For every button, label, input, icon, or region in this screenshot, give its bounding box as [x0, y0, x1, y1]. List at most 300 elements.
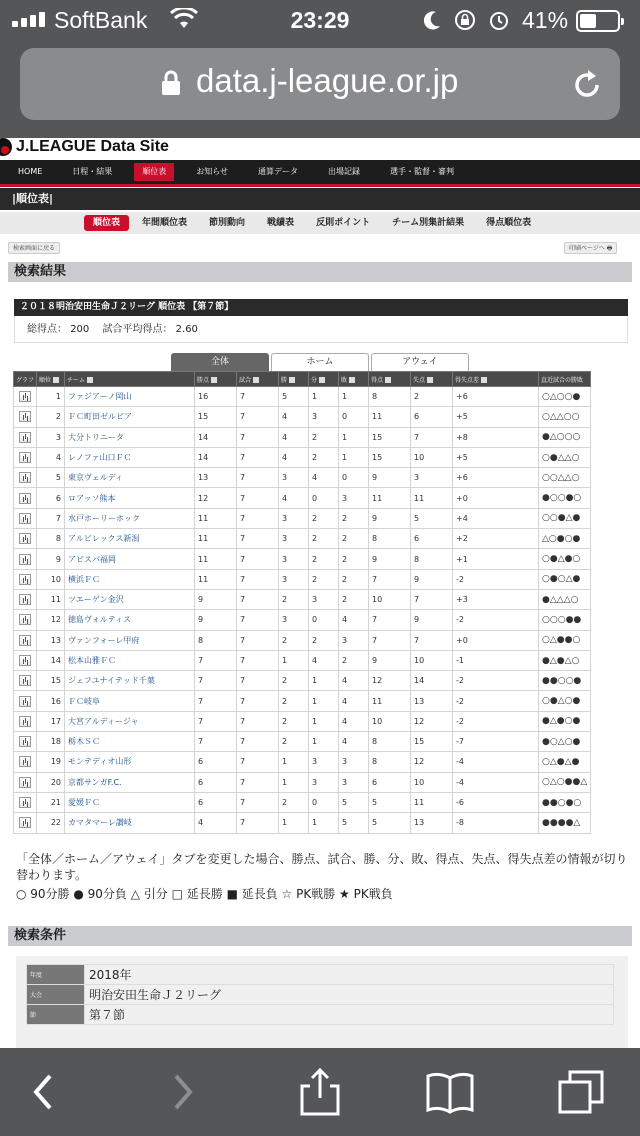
- cell-team[interactable]: ＦＣ岐阜: [65, 691, 195, 711]
- graph-cell: [14, 610, 37, 630]
- graph-cell: [14, 549, 37, 569]
- cell-pts: 7: [195, 650, 237, 670]
- cell-w: 4: [279, 407, 309, 427]
- column-header-8[interactable]: 得点: [369, 372, 411, 387]
- conditions-table: [26, 964, 614, 1025]
- cell-gf: 10: [369, 589, 411, 609]
- cell-gd: +8: [453, 427, 539, 447]
- cell-w: 1: [279, 752, 309, 772]
- cell-gf: 8: [369, 752, 411, 772]
- table-row: [14, 610, 591, 630]
- graph-cell: [14, 732, 37, 752]
- cell-ga: 12: [411, 752, 453, 772]
- graph-cell: [14, 691, 37, 711]
- cell-w: 1: [279, 813, 309, 833]
- sort-icon[interactable]: [87, 377, 93, 383]
- graph-icon[interactable]: [19, 797, 31, 808]
- cell-gf: 5: [369, 813, 411, 833]
- cell-team[interactable]: 徳島ヴォルティス: [65, 610, 195, 630]
- page-title: |順位表|: [0, 188, 640, 210]
- back-to-search-button[interactable]: 検索画面に戻る: [8, 242, 60, 254]
- cell-ga: 6: [411, 407, 453, 427]
- nav-item-4[interactable]: 通算データ: [258, 167, 299, 176]
- sort-icon[interactable]: [319, 377, 325, 383]
- table-row: [14, 792, 591, 812]
- browser-toolbar: [0, 1048, 640, 1136]
- cell-gd: -4: [453, 772, 539, 792]
- cell-gp: 7: [237, 569, 279, 589]
- column-header-10[interactable]: 得失点差: [453, 372, 539, 387]
- nav-item-0[interactable]: HOME: [18, 167, 43, 176]
- subnav-item-3[interactable]: 戦績表: [267, 218, 295, 228]
- graph-icon[interactable]: [19, 716, 31, 727]
- cell-rank: 3: [37, 427, 65, 447]
- goal-summary: 総得点： 200 試合平均得点： 2.60: [14, 316, 628, 343]
- cell-team[interactable]: ＦＣ町田ゼルビア: [65, 407, 195, 427]
- graph-icon[interactable]: [19, 594, 31, 605]
- cell-d: 0: [309, 488, 339, 508]
- cell-d: 2: [309, 529, 339, 549]
- cell-team[interactable]: ロアッソ熊本: [65, 488, 195, 508]
- cell-gf: 11: [369, 407, 411, 427]
- cell-team[interactable]: モンテディオ山形: [65, 752, 195, 772]
- cell-gd: -2: [453, 610, 539, 630]
- cell-l: 1: [339, 447, 369, 467]
- cell-pts: 11: [195, 549, 237, 569]
- cell-team[interactable]: アビスパ福岡: [65, 549, 195, 569]
- cell-rank: 14: [37, 650, 65, 670]
- cell-w: 4: [279, 427, 309, 447]
- table-row: [14, 589, 591, 609]
- graph-icon[interactable]: [19, 696, 31, 707]
- cell-gd: +5: [453, 447, 539, 467]
- cell-gf: 8: [369, 732, 411, 752]
- cell-l: 2: [339, 508, 369, 528]
- condition-row: [27, 985, 614, 1005]
- graph-icon[interactable]: [19, 493, 31, 504]
- graph-cell: [14, 488, 37, 508]
- cell-gp: 7: [237, 529, 279, 549]
- cell-pts: 11: [195, 529, 237, 549]
- condition-row: [27, 965, 614, 985]
- forward-icon[interactable]: [156, 1066, 208, 1118]
- cell-team[interactable]: 松本山雅ＦＣ: [65, 650, 195, 670]
- cell-ga: 10: [411, 650, 453, 670]
- back-icon[interactable]: [18, 1066, 70, 1118]
- cell-ga: 11: [411, 488, 453, 508]
- cell-d: 4: [309, 468, 339, 488]
- cell-rank: 7: [37, 508, 65, 528]
- bookmarks-icon[interactable]: [424, 1066, 476, 1118]
- sort-icon[interactable]: [211, 377, 217, 383]
- cell-form: △○●○●: [539, 529, 591, 549]
- graph-icon[interactable]: [19, 554, 31, 565]
- sort-icon[interactable]: [253, 377, 259, 383]
- table-title: ２０１８明治安田生命Ｊ２リーグ 順位表 【第７節】: [14, 299, 628, 316]
- table-row: [14, 549, 591, 569]
- graph-cell: [14, 711, 37, 731]
- cell-pts: 11: [195, 569, 237, 589]
- sub-nav: [0, 212, 640, 234]
- tab-away[interactable]: アウェイ: [371, 353, 469, 371]
- cell-pts: 7: [195, 671, 237, 691]
- cell-pts: 7: [195, 732, 237, 752]
- cell-form: ●●●●△: [539, 813, 591, 833]
- cell-w: 4: [279, 447, 309, 467]
- cell-w: 3: [279, 610, 309, 630]
- cell-form: ○●△●○: [539, 549, 591, 569]
- cell-gd: +4: [453, 508, 539, 528]
- cell-gp: 7: [237, 650, 279, 670]
- cell-gd: +5: [453, 407, 539, 427]
- tab-home[interactable]: ホーム: [271, 353, 369, 371]
- cell-gp: 7: [237, 732, 279, 752]
- column-header-2[interactable]: チーム: [65, 372, 195, 387]
- cell-l: 3: [339, 772, 369, 792]
- cell-gf: 11: [369, 691, 411, 711]
- cell-l: 4: [339, 732, 369, 752]
- cell-gp: 7: [237, 671, 279, 691]
- nav-item-3[interactable]: お知らせ: [196, 167, 229, 176]
- cell-gp: 7: [237, 752, 279, 772]
- status-bar: [0, 0, 640, 40]
- sort-icon[interactable]: [289, 377, 295, 383]
- cell-d: 3: [309, 589, 339, 609]
- cell-team[interactable]: カマタマーレ讃岐: [65, 813, 195, 833]
- table-row: [14, 468, 591, 488]
- cell-d: 1: [309, 691, 339, 711]
- cell-team[interactable]: 横浜ＦＣ: [65, 569, 195, 589]
- graph-cell: [14, 529, 37, 549]
- cell-form: ●△●△○: [539, 650, 591, 670]
- cell-pts: 12: [195, 488, 237, 508]
- cell-gd: +3: [453, 589, 539, 609]
- cell-ga: 11: [411, 792, 453, 812]
- column-header-9[interactable]: 失点: [411, 372, 453, 387]
- cell-l: 3: [339, 630, 369, 650]
- cell-ga: 7: [411, 630, 453, 650]
- cell-gp: 7: [237, 630, 279, 650]
- cell-form: ●△●○●: [539, 711, 591, 731]
- graph-cell: [14, 752, 37, 772]
- cell-gd: -8: [453, 813, 539, 833]
- cell-team[interactable]: 愛媛ＦＣ: [65, 792, 195, 812]
- graph-icon[interactable]: [19, 533, 31, 544]
- graph-icon[interactable]: [19, 655, 31, 666]
- sort-icon[interactable]: [349, 377, 355, 383]
- cell-ga: 12: [411, 711, 453, 731]
- cell-team[interactable]: 東京ヴェルディ: [65, 468, 195, 488]
- graph-cell: [14, 387, 37, 407]
- cell-gf: 9: [369, 650, 411, 670]
- cell-d: 0: [309, 792, 339, 812]
- sort-icon[interactable]: [427, 377, 433, 383]
- cell-gf: 8: [369, 529, 411, 549]
- table-row: [14, 732, 591, 752]
- total-goals: 200: [70, 324, 90, 335]
- site-logo[interactable]: J.LEAGUE Data Site: [0, 138, 640, 160]
- cell-form: ●○△○●: [539, 732, 591, 752]
- cell-gd: -4: [453, 752, 539, 772]
- cell-w: 2: [279, 630, 309, 650]
- cell-team[interactable]: ヴァンフォーレ甲府: [65, 630, 195, 650]
- condition-row: [27, 1005, 614, 1025]
- graph-cell: [14, 589, 37, 609]
- global-nav: [0, 160, 640, 184]
- cell-ga: 7: [411, 589, 453, 609]
- sort-icon[interactable]: [53, 377, 59, 383]
- cell-gp: 7: [237, 711, 279, 731]
- cell-d: 3: [309, 752, 339, 772]
- cell-rank: 10: [37, 569, 65, 589]
- cell-gd: +6: [453, 387, 539, 407]
- cell-form: ●△○○○: [539, 427, 591, 447]
- cell-team[interactable]: ジェフユナイテッド千葉: [65, 671, 195, 691]
- table-row: [14, 813, 591, 833]
- column-header-11[interactable]: 直近試合の勝敗: [539, 372, 591, 387]
- nav-item-1[interactable]: 日程・結果: [72, 167, 113, 176]
- table-row: [14, 671, 591, 691]
- cell-team[interactable]: レノファ山口ＦＣ: [65, 447, 195, 467]
- cell-gd: +0: [453, 488, 539, 508]
- cell-l: 0: [339, 468, 369, 488]
- cell-ga: 15: [411, 732, 453, 752]
- cell-l: 4: [339, 711, 369, 731]
- cell-gp: 7: [237, 589, 279, 609]
- cell-team[interactable]: 京都サンガF.C.: [65, 772, 195, 792]
- column-header-0: グラフ: [14, 372, 37, 387]
- condition-value: 第７節: [85, 1005, 614, 1025]
- cell-form: ○●△○●: [539, 691, 591, 711]
- nav-item-6[interactable]: 選手・監督・審判: [390, 167, 455, 176]
- graph-cell: [14, 772, 37, 792]
- reload-icon[interactable]: [570, 68, 604, 102]
- battery-icon: [576, 10, 620, 32]
- cell-rank: 4: [37, 447, 65, 467]
- column-header-4[interactable]: 試合: [237, 372, 279, 387]
- cell-w: 3: [279, 468, 309, 488]
- cell-l: 4: [339, 610, 369, 630]
- table-row: [14, 630, 591, 650]
- graph-cell: [14, 569, 37, 589]
- cell-gd: +6: [453, 468, 539, 488]
- cell-gp: 7: [237, 691, 279, 711]
- cell-gp: 7: [237, 610, 279, 630]
- share-icon[interactable]: [294, 1066, 346, 1118]
- cell-d: 2: [309, 549, 339, 569]
- cell-form: ○○○●●: [539, 610, 591, 630]
- column-header-3[interactable]: 勝点: [195, 372, 237, 387]
- cell-rank: 5: [37, 468, 65, 488]
- graph-cell: [14, 447, 37, 467]
- cell-form: ●●○○●: [539, 671, 591, 691]
- graph-icon[interactable]: [19, 777, 31, 788]
- cell-gf: 15: [369, 427, 411, 447]
- cell-gf: 7: [369, 610, 411, 630]
- cell-gf: 11: [369, 488, 411, 508]
- condition-key: 節: [27, 1005, 85, 1025]
- cell-w: 2: [279, 711, 309, 731]
- cell-l: 4: [339, 671, 369, 691]
- cell-pts: 7: [195, 691, 237, 711]
- column-header-5[interactable]: 勝: [279, 372, 309, 387]
- jleague-logo-icon: [0, 138, 12, 156]
- graph-icon[interactable]: [19, 513, 31, 524]
- subnav-item-2[interactable]: 節別動向: [209, 218, 246, 228]
- table-row: [14, 427, 591, 447]
- url-text[interactable]: data.j-league.or.jp: [196, 62, 459, 99]
- cell-team[interactable]: アルビレックス新潟: [65, 529, 195, 549]
- cell-team[interactable]: 大分トリニータ: [65, 427, 195, 447]
- cell-w: 1: [279, 650, 309, 670]
- subnav-item-4[interactable]: 反則ポイント: [316, 218, 371, 228]
- cell-rank: 20: [37, 772, 65, 792]
- table-note: 「全体／ホーム／アウェイ」タブを変更した場合、勝点、試合、勝、分、敗、得点、失点、得失点差の情報が切り替わります。: [16, 852, 628, 882]
- subnav-item-0[interactable]: 順位表: [84, 215, 129, 231]
- graph-cell: [14, 508, 37, 528]
- cell-w: 1: [279, 772, 309, 792]
- cell-form: ○○●△●: [539, 508, 591, 528]
- cell-gd: -7: [453, 732, 539, 752]
- cell-l: 3: [339, 488, 369, 508]
- graph-icon[interactable]: [19, 574, 31, 585]
- cell-l: 2: [339, 549, 369, 569]
- cell-gf: 10: [369, 711, 411, 731]
- cell-ga: 9: [411, 569, 453, 589]
- utility-row: [0, 242, 640, 256]
- cell-w: 2: [279, 691, 309, 711]
- cell-gp: 7: [237, 508, 279, 528]
- cell-d: 3: [309, 772, 339, 792]
- cell-pts: 7: [195, 711, 237, 731]
- graph-icon[interactable]: [19, 614, 31, 625]
- nav-item-2[interactable]: 順位表: [134, 163, 174, 181]
- cell-team[interactable]: ファジアーノ岡山: [65, 387, 195, 407]
- nav-item-5[interactable]: 出場記録: [328, 167, 361, 176]
- column-header-7[interactable]: 敗: [339, 372, 369, 387]
- cell-pts: 6: [195, 792, 237, 812]
- cell-ga: 8: [411, 549, 453, 569]
- tabs-icon[interactable]: [556, 1066, 608, 1118]
- cell-rank: 22: [37, 813, 65, 833]
- cell-gf: 5: [369, 792, 411, 812]
- moon-icon: [424, 10, 442, 30]
- subnav-item-6[interactable]: 得点順位表: [486, 218, 532, 228]
- cell-w: 3: [279, 569, 309, 589]
- cell-team[interactable]: 栃木ＳＣ: [65, 732, 195, 752]
- cell-gp: 7: [237, 447, 279, 467]
- cell-d: 2: [309, 447, 339, 467]
- cell-l: 3: [339, 752, 369, 772]
- cell-pts: 4: [195, 813, 237, 833]
- cell-form: ●○○●○: [539, 488, 591, 508]
- cell-rank: 15: [37, 671, 65, 691]
- tab-all[interactable]: 全体: [171, 353, 269, 371]
- cell-gf: 9: [369, 468, 411, 488]
- cell-team[interactable]: ツエーゲン金沢: [65, 589, 195, 609]
- graph-icon[interactable]: [19, 817, 31, 828]
- cell-w: 3: [279, 508, 309, 528]
- cell-rank: 9: [37, 549, 65, 569]
- graph-icon[interactable]: [19, 472, 31, 483]
- table-row: [14, 407, 591, 427]
- cell-l: 2: [339, 529, 369, 549]
- graph-cell: [14, 630, 37, 650]
- cell-l: 1: [339, 387, 369, 407]
- condition-value: 明治安田生命Ｊ２リーグ: [85, 985, 614, 1005]
- cell-pts: 6: [195, 752, 237, 772]
- table-row: [14, 752, 591, 772]
- graph-icon[interactable]: [19, 635, 31, 646]
- cell-ga: 2: [411, 387, 453, 407]
- lock-icon: [160, 70, 182, 96]
- column-header-1[interactable]: 順位: [37, 372, 65, 387]
- venue-tabs: [171, 353, 469, 371]
- cell-pts: 9: [195, 610, 237, 630]
- sort-icon[interactable]: [481, 377, 487, 383]
- status-icons: [424, 9, 510, 31]
- graph-cell: [14, 671, 37, 691]
- cell-ga: 5: [411, 508, 453, 528]
- cell-l: 4: [339, 691, 369, 711]
- condition-key: 年度: [27, 965, 85, 985]
- graph-icon[interactable]: [19, 756, 31, 767]
- cell-pts: 14: [195, 427, 237, 447]
- table-row: [14, 508, 591, 528]
- carrier-name: SoftBank: [54, 7, 148, 33]
- graph-icon[interactable]: [19, 452, 31, 463]
- cell-d: 1: [309, 671, 339, 691]
- cell-form: ●△△△○: [539, 589, 591, 609]
- graph-icon[interactable]: [19, 432, 31, 443]
- cell-pts: 13: [195, 468, 237, 488]
- graph-icon[interactable]: [19, 391, 31, 402]
- cell-gp: 7: [237, 488, 279, 508]
- cell-pts: 6: [195, 772, 237, 792]
- cell-ga: 10: [411, 447, 453, 467]
- cell-w: 2: [279, 589, 309, 609]
- cell-d: 2: [309, 508, 339, 528]
- cell-d: 1: [309, 813, 339, 833]
- graph-cell: [14, 407, 37, 427]
- result-legend: ○ 90分勝 ● 90分負 △ 引分 □ 延長勝 ■ 延長負 ☆ PK戦勝 ★ PK戦負: [16, 887, 393, 901]
- address-bar[interactable]: [20, 48, 620, 120]
- cell-ga: 13: [411, 813, 453, 833]
- subnav-item-5[interactable]: チーム別集計結果: [392, 218, 465, 228]
- print-page-button[interactable]: 印刷ページへ 🖶: [564, 242, 617, 254]
- cell-gd: -2: [453, 569, 539, 589]
- cell-pts: 15: [195, 407, 237, 427]
- sort-icon[interactable]: [385, 377, 391, 383]
- cell-w: 2: [279, 732, 309, 752]
- cell-team[interactable]: 水戸ホーリーホック: [65, 508, 195, 528]
- cell-l: 1: [339, 427, 369, 447]
- cell-rank: 18: [37, 732, 65, 752]
- cell-form: ○△●●○: [539, 630, 591, 650]
- subnav-item-1[interactable]: 年間順位表: [142, 218, 188, 228]
- cell-rank: 6: [37, 488, 65, 508]
- graph-cell: [14, 792, 37, 812]
- graph-icon[interactable]: [19, 736, 31, 747]
- cell-gf: 6: [369, 772, 411, 792]
- column-header-6[interactable]: 分: [309, 372, 339, 387]
- graph-icon[interactable]: [19, 675, 31, 686]
- cell-team[interactable]: 大宮アルディージャ: [65, 711, 195, 731]
- cell-l: 5: [339, 813, 369, 833]
- cell-rank: 16: [37, 691, 65, 711]
- graph-icon[interactable]: [19, 411, 31, 422]
- cell-gd: +0: [453, 630, 539, 650]
